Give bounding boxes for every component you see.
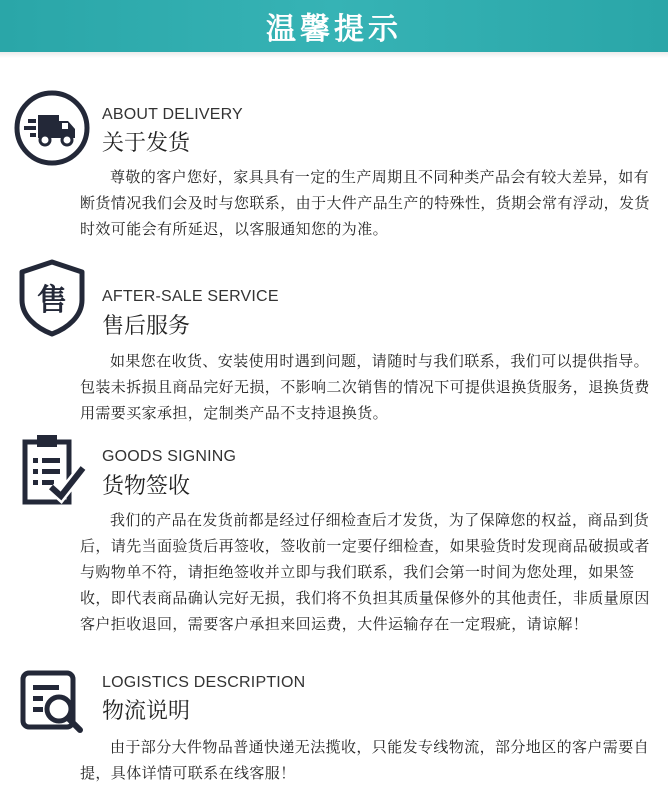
section-text: 由于部分大件物品普通快递无法揽收，只能发专线物流，部分地区的客户需要自提，具体详情可联系在线客服！: [80, 738, 650, 782]
section-title-cn: 售后服务: [102, 314, 191, 339]
section-text: 如果您在收货、安装使用时遇到问题，请随时与我们联系，我们可以提供指导。包装未拆损且商品完好无损，不影响二次销售的情况下可提供退换货服务，退换货费用需要买家承担，定制类产品不支持退换货。: [80, 352, 650, 422]
section-title-cn: 物流说明: [102, 699, 191, 724]
section-title-en: LOGISTICS DESCRIPTION: [102, 674, 306, 691]
header-title: 温馨提示: [266, 12, 402, 47]
section-text: 尊敬的客户您好，家具具有一定的生产周期且不同种类产品会有较大差异，如有断货情况我们会及时与您联系，由于大件产品生产的特殊性，货期会常有浮动，发货时效可能会有所延迟，以客服通知您的为准。: [80, 168, 650, 238]
section-after-sale: [0, 258, 668, 428]
shield-sale-icon: [14, 260, 90, 336]
page-header: [0, 0, 668, 52]
section-title-en: AFTER-SALE SERVICE: [102, 288, 279, 305]
section-title-en: GOODS SIGNING: [102, 448, 237, 465]
shield-sale-char: 售: [37, 283, 67, 318]
section-title-en: ABOUT DELIVERY: [102, 106, 243, 123]
section-title-cn: 货物签收: [102, 474, 191, 499]
document-search-icon: [14, 664, 90, 740]
section-goods-signing: [0, 428, 668, 658]
section-logistics: [0, 662, 668, 792]
clipboard-check-icon: [14, 432, 90, 508]
section-delivery: [0, 84, 668, 254]
section-text: 我们的产品在发货前都是经过仔细检查后才发货，为了保障您的权益，商品到货后，请先当面验货后再签收，签收前一定要仔细检查，如果验货时发现商品破损或者与购物单不符，请拒绝签收并立即与我们联系，我们会第一时间为您处理，如果签收，即代表商品确认完好无损，我们将不负担其质量保修外的其他责任，非质量原因客户拒收退回，需要客户承担来回运费，大件运输存在一定瑕疵，请谅解！: [80, 511, 650, 633]
delivery-truck-icon: [14, 90, 90, 166]
section-title-cn: 关于发货: [102, 131, 191, 156]
